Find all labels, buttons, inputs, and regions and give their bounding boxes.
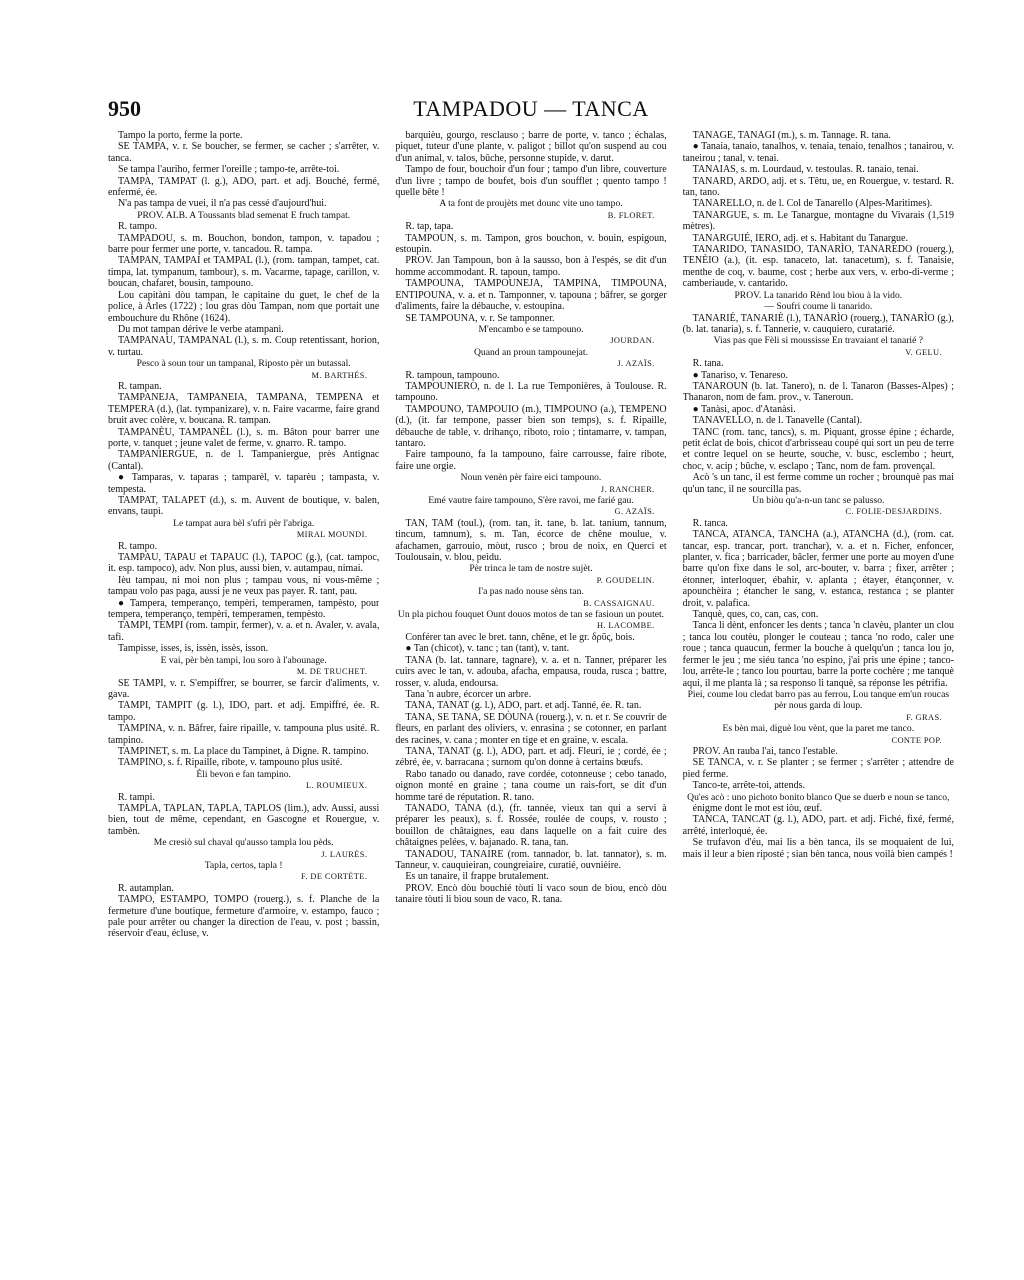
dictionary-entry: TAMPO, ESTAMPO, TOMPO (rouerg.), s. f. Planche de la fermeture d'une boutique, fermeture d'armoire, v. estampo, fauco ; pale pour arrêter ou changer la direction de l'eau, v. post ; bassin, réservoir d'eau, écluse, v.: [108, 894, 380, 940]
dictionary-entry: Tanquè, ques, co, can, cas, con.: [692, 609, 819, 621]
dictionary-entry: Faire tampouno, fa la tampouno, faire carrousse, faire ribote, faire une orgie.: [395, 449, 667, 472]
dictionary-entry: TAMPINO, s. f. Ripaille, ribote, v. tampouno plus usité.: [118, 757, 343, 769]
citation-author: J. RANCHER.: [600, 484, 655, 494]
citation-author: J. LAURÈS.: [321, 849, 368, 859]
citation-quote: Tapla, certos, tapla !: [204, 860, 283, 871]
dictionary-entry: Ièu tampau, ni moi non plus ; tampau vous, ni vous-même ; tampau volo pas paga, aussi je ne veux pas payer. R. tant, pau.: [108, 574, 380, 598]
dictionary-entry: énigme dont le mot est iòu, œuf.: [692, 802, 823, 814]
page-header: [108, 96, 954, 130]
page-title: TAMPADOU — TANCA: [413, 96, 649, 121]
dictionary-entry: Tampo la porto, ferme la porte.: [118, 130, 243, 141]
citation-quote: A ta font de proujèts met dounc vite uno tampo.: [439, 198, 623, 210]
dictionary-entry: TAMPOUN, s. m. Tampon, gros bouchon, v. bouin, espigoun, estoupin.: [395, 232, 667, 256]
dictionary-entry: R. tampo.: [118, 540, 158, 552]
dictionary-entry: PROV. An rauba l'ai, tanco l'estable.: [692, 745, 838, 757]
citation-quote: E vai, pèr bèn tampi, lou soro à l'abounage.: [160, 654, 327, 666]
text-columns: [108, 130, 954, 1215]
dictionary-entry: TANAVELLO, n. de l. Tanavelle (Cantal).: [692, 415, 863, 427]
dictionary-entry: Du mot tampan dérive le verbe atampani.: [118, 323, 284, 335]
dictionary-entry: Tanco-te, arrête-toi, attends.: [692, 780, 805, 792]
dictionary-entry: TANARIÉ, TANARIÈ (l.), TANARÌO (rouerg.), TANARÌO (g.), (b. lat. tanaria), s. f. Tannerie, v. cauquiero, curatarié.: [682, 312, 954, 335]
citation-author: JOURDAN.: [610, 336, 655, 346]
dictionary-entry: TANC (rom. tanc, tancs), s. m. Piquant, grosse épine ; écharde, petit éclat de bois, chicot d'arbrisseau coupé qui sort un peu de terre et contre lequel on se heurte, souche, v. busc, esclembo ; heurt, choc, v. acip ; bûche, v. esclapo ; Tanc, nom de fam. provençal.: [682, 426, 954, 472]
dictionary-entry: ● Tanaia, tanaio, tanalhos, v. tenaia, tenaio, tenalhos ; tanairou, v. taneirou ; tanal, v. tenai.: [682, 141, 954, 164]
citation-quote: Èli bevon e fan tampino.: [196, 768, 291, 780]
dictionary-entry: TANA (b. lat. tannare, tagnare), v. a. et n. Tanner, préparer les cuirs avec le tan, v. adouba, afacha, empausa, rouda, rusca ; battre, rosser, v. aluda, endoursa.: [395, 654, 667, 689]
dictionary-entry: barquièu, gourgo, resclauso ; barre de porte, v. tanco ; échalas, piquet, tuteur d'une plante, v. paligot ; billot qu'on suspend au cou d'un animal, v. talos, bûche, personne stupide, v. darut.: [395, 130, 667, 164]
citation-quote: Piei, coume lou cledat barro pas au ferrou, Lou tanque em'un roucas pèr nous garda di loup.: [687, 688, 950, 712]
dictionary-entry: TAMPAN, TAMPAI et TAMPAL (l.), (rom. tampan, tampet, cat. timpa, lat. tympanum, tambour), s. m. Vacarme, tapage, carillon, v. boucan, chafaret, bousin, tampouno.: [108, 255, 380, 290]
dictionary-entry: ● Tamparas, v. taparas ; tamparèl, v. taparèu ; tampasta, v. tempesta.: [108, 472, 380, 495]
dictionary-entry: Es un tanaire, il frappe brutalement.: [405, 871, 549, 883]
citation-quote: I'a pas nado nouse sèns tan.: [478, 586, 584, 598]
dictionary-entry: TAMPANIERGUE, n. de l. Tampaniergue, près Antignac (Cantal).: [108, 449, 380, 472]
dictionary-entry: TANADOU, TANAIRE (rom. tannador, b. lat. tannator), s. m. Tanneur, v. cauquieiran, coungreiaire, curatié, ouvnièire.: [395, 848, 667, 871]
dictionary-entry: TANAGE, TANÀGI (m.), s. m. Tannage. R. tana.: [692, 130, 891, 141]
dictionary-entry: TANAROUN (b. lat. Tanero), n. de l. Tanaron (Basses-Alpes) ; Thanaron, nom de fam. prov., v. Taneroun.: [682, 380, 954, 404]
citation-author: M. BARTHÉS.: [311, 370, 368, 380]
column-right: [683, 130, 954, 1215]
citation-quote: Un pla pichou fouquet Ount douos motos de tan se fasioun un poutet.: [397, 609, 665, 621]
dictionary-entry: TAMPLA, TAPLAN, TAPLA, TAPLOS (lim.), adv. Aussi, aussi bien, tout de même, cependant, en Gascogne et Rouergue, v. tambèn.: [108, 802, 380, 837]
dictionary-entry: SE TAMPOUNA, v. r. Se tamponner.: [405, 312, 555, 324]
dictionary-entry: R. tampoun, tampouno.: [405, 369, 500, 381]
dictionary-entry: TAMPAU, TAPAU et TAPAUC (l.), TAPOC (g.), (cat. tampoc, it. esp. tampoco), adv. Non plus, aussi bien, v. autampau, nimai.: [108, 552, 380, 575]
dictionary-entry: TAMPA, TAMPAT (l. g.), ADO, part. et adj. Bouché, fermé, enfermé, ée.: [108, 175, 380, 199]
citation-author: B. FLORET.: [607, 210, 655, 220]
citation-author: C. FOLIE-DESJARDINS.: [845, 507, 942, 517]
dictionary-entry: Se tampa l'auriho, fermer l'oreille ; tampo-te, arrête-toi.: [118, 164, 340, 176]
dictionary-entry: PROV. Jan Tampoun, bon à la sausso, bon à l'espés, se dit d'un homme accommodant. R. tapoun, tampo.: [395, 255, 667, 278]
citation-quote: Un biòu qu'a-n-un tanc se palusso.: [752, 495, 885, 506]
dictionary-entry: N'a pas tampa de vuei, il n'a pas cessé d'aujourd'hui.: [118, 198, 327, 210]
citation-quote: — Soufri coume li tanarido.: [764, 301, 873, 313]
citation-quote: PROV. La tanarido Rènd lou bìou à la vido.: [734, 289, 903, 301]
dictionary-entry: TAN, TAM (toul.), (rom. tan, it. tane, b. lat. tanium, tannum, tincum, tamnum), s. m. Tan, écorce de chêne moulue, v. afachamen, garrouio, mòut, rusco ; brou de noix, en Querci et Toulousain, v. blou, peìdu.: [395, 517, 667, 564]
citation-quote: Pesco à soun tour un tampanal, Riposto pèr un butassal.: [136, 358, 351, 370]
dictionary-entry: TANADO, TANA (d.), (fr. tannée, vieux tan qui a servi à préparer les peaux), s. f. Rossée, roulée de coups, v. rousto ; bouillon de châtaignes, eau dans laquelle on a fait cuire des châtaignes pelées, v. bajanado. R. tana, tan.: [395, 802, 667, 849]
dictionary-entry: TANCA, ATANCA, TANCHA (a.), ATANCHA (d.), (rom. cat. tancar, esp. trancar, port. tranchar), v. a. et n. Ficher, enfoncer, planter, v. fica ; barricader, bâcler, fermer une porte au moyen d'une barre qu'on fixe dans le sol, arc-bouter, v. barra ; fixer, arrêter ; étonner, interloquer, ébahir, v. aplanta ; étayer, étançonner, v. apounchèira ; étancher le sang, v. estanca, restanca ; se planter droit, v. palafica.: [682, 529, 954, 609]
citation-author: F. GRAS.: [906, 712, 942, 722]
citation-quote: Vias pas que Fèli si moussisse En travaiant el tanarié ?: [713, 335, 924, 347]
citation-author: MIRAL MOUNDI.: [296, 530, 368, 540]
dictionary-entry: TAMPOUNA, TAMPOUNEJA, TAMPINA, TIMPOUNA, ENTIPOUNA, v. a. et n. Tamponner, v. tapouna ; bâfrer, se gorger d'aliments, faire la débauche, v. estoupina.: [395, 278, 667, 313]
page-number: 950: [108, 96, 141, 121]
citation-quote: Le tampat aura bèl s'ufri pèr l'abriga.: [173, 517, 315, 529]
dictionary-entry: TAMPOUNIERO, n. de l. La rue Temponières, à Toulouse. R. tampouno.: [395, 380, 667, 404]
citation-author: B. CASSAIGNAU.: [583, 598, 655, 608]
dictionary-entry: Tana 'n aubre, écorcer un arbre.: [405, 688, 532, 700]
citation-author: H. LACOMBE.: [596, 621, 655, 631]
dictionary-entry: SE TANCA, v. r. Se planter ; se fermer ; s'arrêter ; attendre de pied ferme.: [682, 757, 954, 780]
dictionary-entry: SE TAMPI, v. r. S'empiffrer, se bourrer, se farcir d'aliments, v. gava.: [108, 677, 380, 700]
citation-quote: Noun venèn pèr faire eici tampouno.: [460, 472, 602, 484]
dictionary-entry: TANARIDO, TANASIDO, TANARÌO, TANAREDO (rouerg.), TENÈIO (a.), (it. esp. tanaceto, lat. tanacetum), s. f. Tanaisie, menthe de coq, v. baume, cost ; herbe aux vers, v. erbo-di-verme ; camberiaude, v. cantarido.: [682, 244, 954, 290]
dictionary-entry: ● Tanàsi, apoc. d'Atanàsi.: [692, 403, 796, 415]
dictionary-entry: Lou capitàni dòu tampan, le capitaine du guet, le chef de la police, à Arles (1722) ; lou gras dòu Tampan, nom que portait une embouchure du Rhône (1624).: [108, 289, 380, 324]
dictionary-entry: TANARGUE, s. m. Le Tanargue, montagne du Vivarais (1,519 mètres).: [682, 209, 954, 233]
dictionary-entry: Tanca li dènt, enfoncer les dents ; tanca 'n clavèu, planter un clou ; tanca lou coutèu, plonger le couteau ; tanca 'no rodo, caler une roue ; tanca quaucun, fermer la bouche à quelqu'un ; tanca lou jo, fermer le jeu ; me siéu tanca 'no espino, j'ai pris une épine ; tanco-lou, arrête-le ; tanco lou pourtau, barre la porte cochère ; me tanquè aqui, il me planta là ; sa responso li tanquè, sa réponse les pétrifia.: [682, 620, 954, 689]
citation-quote: Quand an proun tampounejat.: [473, 346, 588, 358]
dictionary-entry: TANA, TANAT (g. l.), ADO, part. et adj. Tanné, ée. R. tan.: [405, 700, 642, 712]
dictionary-entry: TANARGUIÉ, IERO, adj. et s. Habitant du Tanargue.: [692, 232, 908, 244]
dictionary-entry: TAMPAT, TALAPET (d.), s. m. Auvent de boutique, v. balen, envans, taupì.: [108, 495, 380, 518]
citation-author: J. AZAÏS.: [617, 359, 655, 369]
citation-quote: Es bèn mai, diguè lou vènt, que la paret me tanco.: [722, 723, 915, 735]
dictionary-entry: R. tap, tapa.: [405, 221, 454, 233]
dictionary-entry: TANARD, ARDO, adj. et s. Têtu, ue, en Rouergue, v. testard. R. tan, tano.: [682, 175, 954, 199]
dictionary-entry: ● Tan (chicot), v. tanc ; tan (tant), v. tant.: [405, 643, 570, 655]
citation-quote: Emé vautre faire tampouno, S'ère ravoi, me farié gau.: [428, 495, 634, 506]
dictionary-entry: R. tampan.: [118, 380, 162, 392]
dictionary-entry: TANARELLO, n. de l. Col de Tanarello (Alpes-Maritimes).: [692, 198, 933, 210]
citation-quote: Qu'es acò : uno pichoto bonito blanco Que se duerb e noun se tanco,: [687, 791, 950, 803]
dictionary-entry: PROV. Encò dòu bouchié tòuti li vaco soun de bìou, encò dòu tanaire tòuti li bìou soun de vaco, R. tana.: [395, 882, 667, 906]
dictionary-entry: TAMPANAU, TAMPANAL (l.), s. m. Coup retentissant, horion, v. turtau.: [108, 335, 380, 358]
dictionary-entry: Rabo tanado ou danado, rave cordée, cotonneuse ; cebo tanado, oignon monté en graine ; tana coume un rais-fort, se dit d'un homme taré de réputation. R. tano.: [395, 768, 667, 803]
citation-quote: Me cresiò sul chaval qu'ausso tampla lou pèds.: [153, 837, 334, 849]
dictionary-entry: TAMPI, TAMPIT (g. l.), IDO, part. et adj. Empiffré, ée. R. tampo.: [108, 700, 380, 723]
citation-author: M. DE TRUCHET.: [296, 667, 368, 677]
citation-author: CONTE POP.: [891, 735, 942, 745]
dictionary-entry: TAMPANÈU, TAMPANÈL (l.), s. m. Bâton pour barrer une porte, v. tanquet ; jeune valet de ferme, v. gnarro. R. tampo.: [108, 426, 380, 449]
dictionary-entry: TAMPANEJA, TAMPANEIA, TAMPANA, TEMPENA et TEMPERA (d.), (lat. tympanizare), v. n. Faire vacarme, faire grand bruit avec colère, v. boucana. R. tampan.: [108, 392, 380, 427]
dictionary-entry: Conférer tan avec le bret. tann, chêne, et le gr. δρῦς, bois.: [405, 631, 635, 643]
dictionary-entry: SE TAMPA, v. r. Se boucher, se fermer, se cacher ; s'arrêter, v. tanca.: [108, 141, 380, 164]
dictionary-entry: TANA, TANAT (g. l.), ADO, part. et adj. Fleuri, ie ; cordé, ée ; zébré, ée, v. barracana ; surnom qu'on donne à certains bœufs.: [395, 745, 667, 769]
dictionary-entry: R. tanca.: [692, 517, 728, 529]
citation-author: L. ROUMIEUX.: [306, 781, 368, 791]
dictionary-entry: ● Tampera, temperanço, tempèri, temperamen, tampèsto, pour tempera, temperanço, tempèri, temperamen, tempèsto.: [108, 597, 380, 621]
dictionary-entry: R. tampo.: [118, 221, 158, 233]
dictionary-entry: R. autamplan.: [118, 882, 174, 894]
dictionary-entry: TAMPINA, v. n. Bâfrer, faire ripaille, v. tampouna plus usité. R. tampino.: [108, 723, 380, 746]
dictionary-entry: R. tampi.: [118, 791, 155, 803]
dictionary-entry: TAMPADOU, s. m. Bouchon, bondon, tampon, v. tapadou ; barre pour fermer une porte, v. tancadou. R. tampa.: [108, 232, 380, 256]
citation-quote: M'encambo e se tampouno.: [478, 323, 584, 335]
citation-quote: PROV. ALB. A Toussants blad semenat E fruch tampat.: [137, 209, 351, 221]
citation-author: V. GELU.: [905, 347, 942, 357]
dictionary-entry: Se trufavon d'éu, mai lis a bèn tanca, ils se moquaient de lui, mais il leur a bien riposté ; sian bèn tanca, nous voilà bien campés !: [682, 837, 954, 860]
dictionary-entry: TANAIAS, s. m. Lourdaud, v. testoulas. R. tanaio, tenai.: [692, 164, 919, 176]
dictionary-entry: TANA, SE TANA, SE DÒUNA (rouerg.), v. n. et r. Se couvrir de fleurs, en parlant des oliviers, v. enrasina ; se cotonner, en parlant des racines, v. cana ; monter en tige et en graine, v. escala.: [395, 711, 667, 746]
column-left: [108, 130, 379, 1215]
dictionary-entry: Tampisse, isses, is, issèn, issès, isson.: [118, 643, 269, 655]
column-middle: [395, 130, 666, 1215]
dictionary-entry: Acò 's un tanc, il est ferme comme un rocher ; brounquè pas mai qu'un tanc, il ne sourcilla pas.: [682, 472, 954, 495]
dictionary-entry: TAMPI, TEMPI (rom. tampir, fermer), v. a. et n. Avaler, v. avala, tafi.: [108, 620, 380, 643]
citation-author: F. DE CORTÈTE.: [301, 872, 368, 882]
dictionary-entry: TAMPINET, s. m. La place du Tampinet, à Digne. R. tampino.: [118, 745, 369, 757]
citation-quote: Pèr trinca le tam de nostre sujèt.: [469, 563, 593, 575]
citation-author: P. GOUDELIN.: [596, 575, 655, 585]
citation-author: G. AZAÏS.: [614, 507, 655, 517]
dictionary-entry: ● Tanariso, v. Tenareso.: [692, 369, 788, 381]
dictionary-entry: TANCA, TANCAT (g. l.), ADO, part. et adj. Fiché, fixé, fermé, arrêté, interloqué, ée.: [682, 814, 954, 837]
dictionary-entry: TAMPOUNO, TAMPOUIO (m.), TIMPOUNO (a.), TEMPENO (d.), (it. far tempone, passer bien son temps), s. f. Ripaille, débauche de table, v. drihanço, riboto, roio ; tintamarre, v. tampan, tantaro.: [395, 403, 667, 449]
dictionary-entry: Tampo de four, bouchoir d'un four ; tampo d'un libre, couverture d'un livre ; tampo de boufet, bois d'un soufflet ; quento tampo ! quelle bête !: [395, 164, 667, 199]
dictionary-entry: R. tana.: [692, 358, 724, 370]
